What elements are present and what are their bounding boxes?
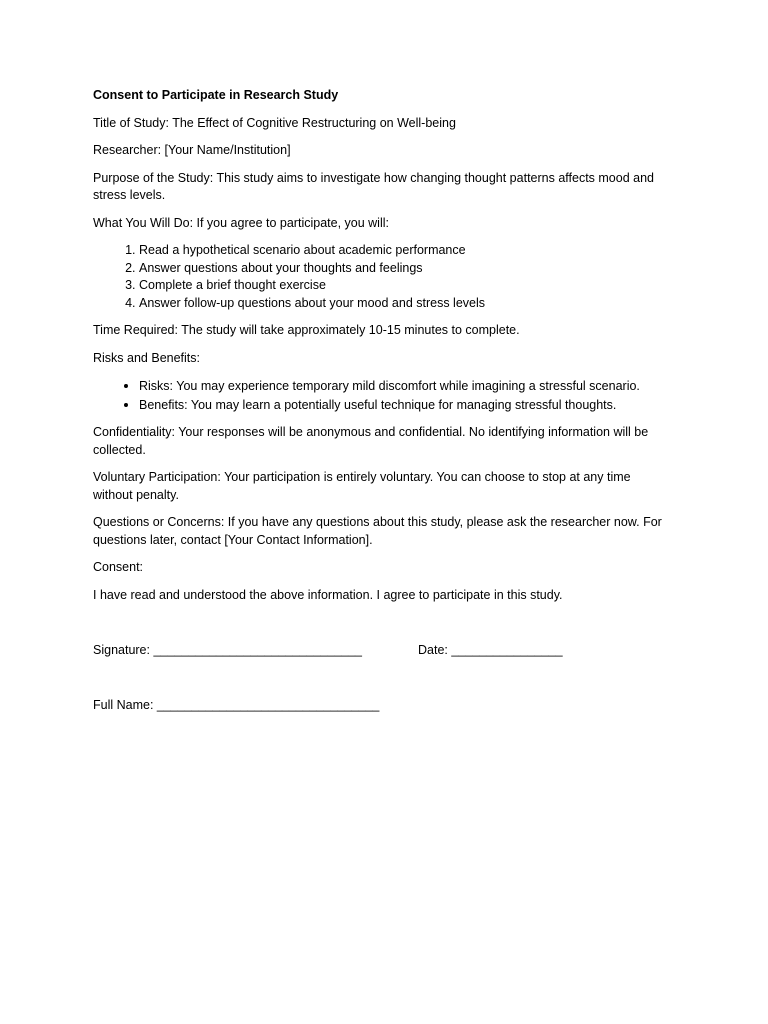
- risks-benefits-list: [93, 377, 673, 414]
- purpose-paragraph: Purpose of the Study: This study aims to investigate how changing thought patterns affects mood and stress levels.: [93, 170, 654, 202]
- document-body: [93, 87, 673, 715]
- document-heading: Consent to Participate in Research Study: [93, 88, 339, 102]
- risks-and-benefits-heading: Risks and Benefits:: [93, 350, 200, 365]
- spacer: [93, 614, 673, 642]
- full-name-line: Full Name: ________________________________: [93, 698, 380, 712]
- signature-row: [93, 642, 673, 660]
- list-item: 3. Complete a brief thought exercise: [139, 277, 673, 295]
- consent-label: Consent:: [93, 560, 144, 574]
- list-item: 4. Answer follow-up questions about your mood and stress levels: [139, 295, 673, 313]
- list-item: • Benefits: You may learn a potentially useful technique for managing stressful thoughts.: [139, 396, 673, 415]
- list-item: 1. Read a hypothetical scenario about academic performance: [139, 242, 673, 260]
- date-line: Date: ________________: [418, 643, 563, 657]
- what-you-will-do: What You Will Do: If you agree to participate, you will:: [93, 215, 389, 230]
- time-required: Time Required: The study will take approximately 10-15 minutes to complete.: [93, 323, 520, 337]
- questions-paragraph: Questions or Concerns: If you have any questions about this study, please ask the researcher now. For questions later, contact [Your Contact Information].: [93, 515, 662, 547]
- researcher-line: Researcher: [Your Name/Institution]: [93, 143, 291, 157]
- steps-list: [93, 242, 673, 312]
- voluntary-paragraph: Voluntary Participation: Your participation is entirely voluntary. You can choose to stop at any time without penalty.: [93, 470, 631, 502]
- list-item: • Risks: You may experience temporary mild discomfort while imagining a stressful scenario.: [139, 377, 673, 396]
- consent-statement: I have read and understood the above information. I agree to participate in this study.: [93, 587, 563, 602]
- signature-line: Signature: ______________________________: [93, 643, 363, 657]
- confidentiality-paragraph: Confidentiality: Your responses will be anonymous and confidential. No identifying information will be collected.: [93, 425, 649, 457]
- title-of-study: Title of Study: The Effect of Cognitive Restructuring on Well-being: [93, 115, 456, 130]
- list-item: 2. Answer questions about your thoughts and feelings: [139, 260, 673, 278]
